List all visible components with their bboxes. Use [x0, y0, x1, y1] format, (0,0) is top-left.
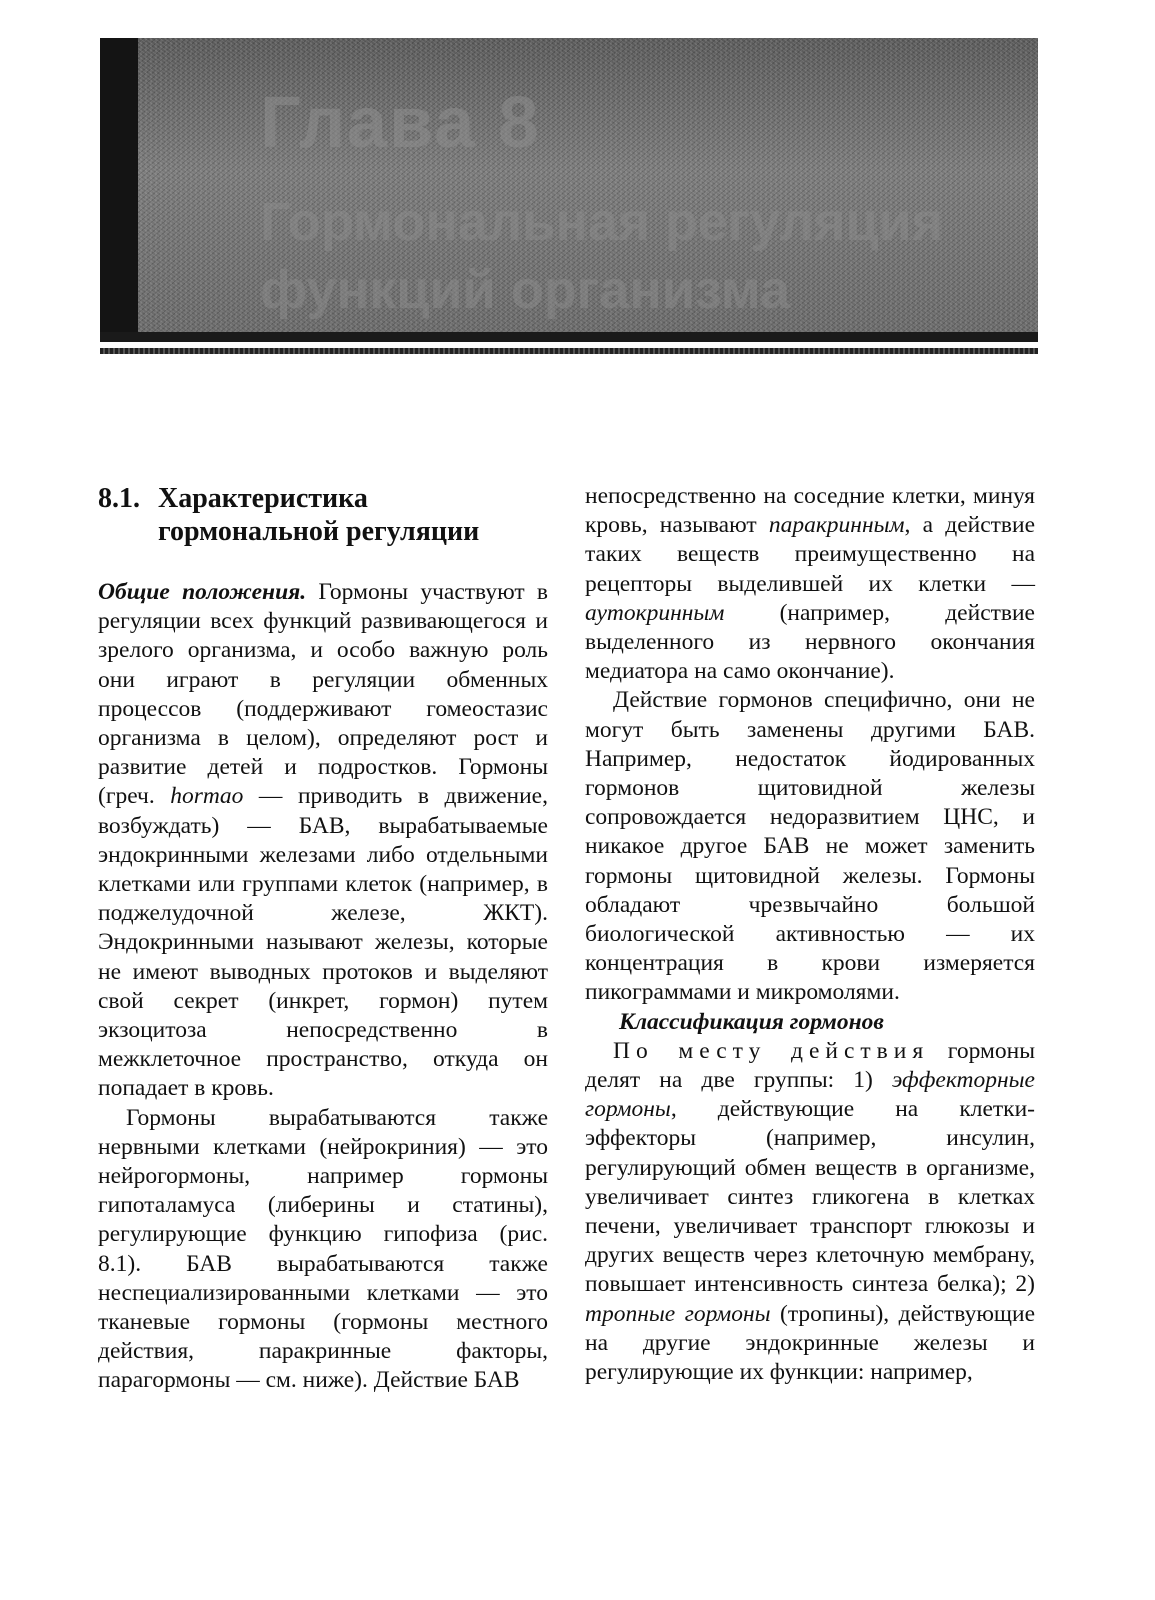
chapter-banner — [100, 38, 1038, 342]
spaced-phrase: По месту действия — [613, 1037, 930, 1064]
chapter-title: Гормональная регуляция функций организма — [260, 192, 944, 320]
banner-dark-edge — [100, 38, 138, 332]
paragraph-neurohormones: Гормоны вырабатываются также нервными клетками (нейрокриния) — это нейрогормоны, например гормоны гипоталамуса (либерины и статины), регулирующие функцию гипофиза (рис. 8.1). БАВ вырабатываются также неспециализированными клетками — это тканевые гормоны (гормоны местного действия, паракринные факторы, парагормоны — см. ниже). Действие БАВ — [98, 1104, 548, 1394]
text-run: гормоны делят на две группы: 1) — [585, 1037, 1035, 1094]
term-tropic: тропные гормоны — [585, 1300, 771, 1327]
right-column — [585, 482, 1035, 1387]
paragraph-classification — [585, 1037, 1035, 1387]
term-effector: эффекторные гормоны — [585, 1067, 1035, 1123]
left-column — [98, 482, 548, 1396]
term-autocrine: аутокринным — [585, 599, 725, 626]
paragraph-general-provisions — [98, 578, 548, 1104]
section-heading — [98, 482, 548, 548]
section-number: 8.1. — [98, 483, 140, 514]
subheading-classification: Классификация гормонов — [619, 1008, 884, 1035]
text-run: непосредственно на соседние клетки, минуя кровь, называют — [585, 483, 1035, 539]
banner-divider — [100, 348, 1038, 354]
text-run: — приводить в движение, возбуждать) — БАВ, вырабатываемые эндокринными железами либо отдельными клетками или группами клеток (например, в поджелудочной железе, ЖКТ). Эндокринными называют железы, которые не имеют выводных протоков и выделяют свой секрет (инкрет, гормон) путем экзоцитоза непосредственно в межклеточное пространство, откуда он попадает в кровь. — [98, 783, 548, 1102]
text-run: , действующие на клетки-эффекторы (например, инсулин, регулирующий обмен веществ в организме, увеличивает синтез гликогена в клетках печени, увеличивает транспорт глюкозы и других веществ через клеточную мембрану, повышает интенсивность синтеза белка); 2) — [585, 1096, 1035, 1298]
term-paracrine: паракринным — [768, 512, 905, 539]
chapter-label: Глава 8 — [260, 83, 541, 163]
term-greek: hormao — [170, 783, 244, 810]
text-run: (например, действие выделенного из нервного окончания медиатора на само окончание). — [585, 599, 1035, 685]
paragraph-paracrine — [585, 482, 1035, 686]
paragraph-specificity: Действие гормонов специфично, они не могут быть заменены другими БАВ. Например, недостаток йодированных гормонов щитовидной железы сопровождается недоразвитием ЦНС, и никакое другое БАВ не может заменить гормоны щитовидной железы. Гормоны обладают чрезвычайно большой биологической активностью — их концентрация в крови измеряется пикограммами и микромолями. — [585, 687, 1035, 1006]
runin-heading: Общие положения. — [98, 579, 307, 605]
text-run: , а действие таких веществ преимущественно на рецепторы выделившей их клетки — — [585, 512, 1036, 597]
text-run: (тропины), действующие на другие эндокринные железы и регулирующие их функции: например, — [585, 1300, 1036, 1386]
section-title: Характеристика гормональной регуляции — [158, 483, 480, 547]
text-run: Гормоны участвуют в регуляции всех функций развивающегося и зрелого организма, и особо важную роль они играют в регуляции обменных процессов (поддерживают гомеостазис организма в целом), определяют рост и развитие детей и подростков. Гормоны (греч. — [98, 579, 548, 810]
